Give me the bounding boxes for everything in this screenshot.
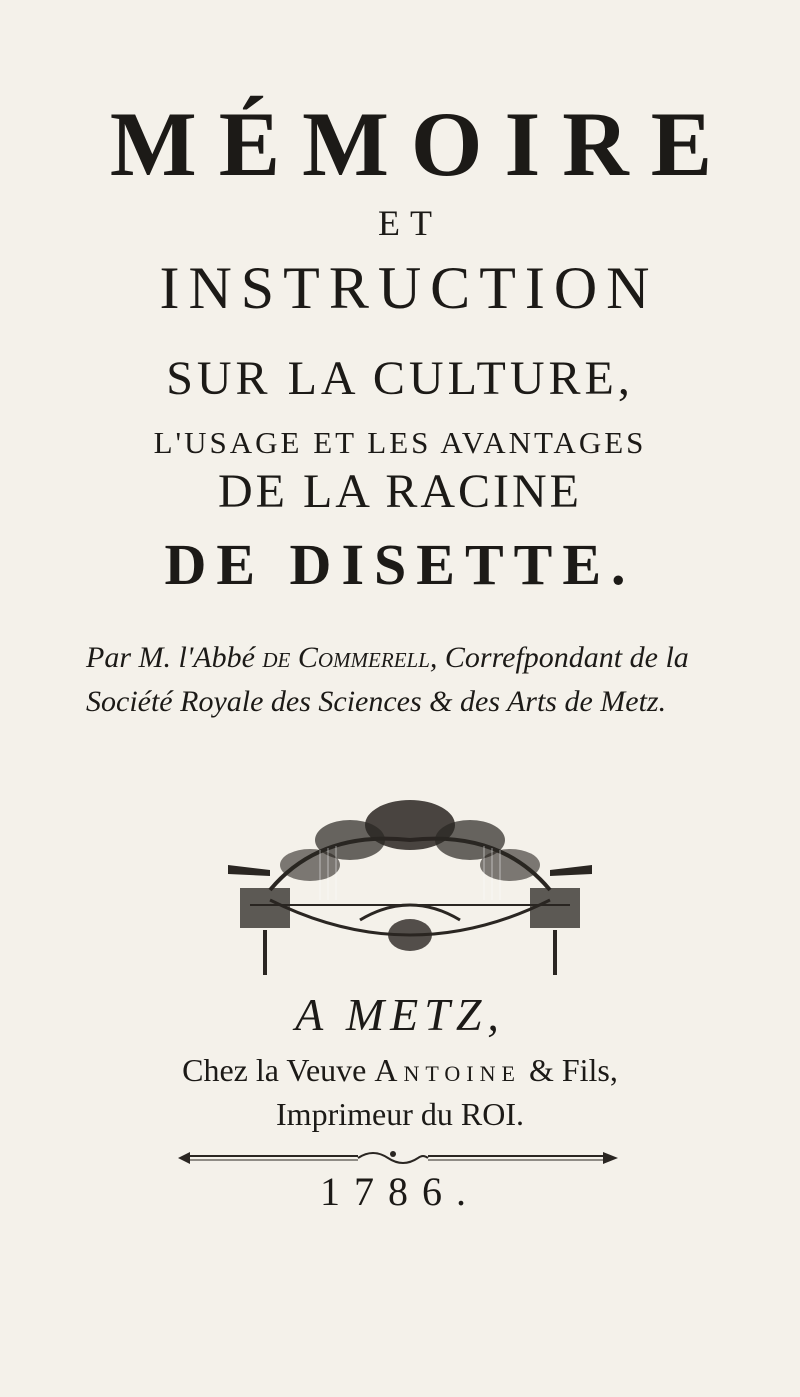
imprint-year: 1786. [320,1169,480,1214]
title-de-disette: DE DISETTE. [164,532,636,597]
author-suffix: , Correfpondant de la Société Royale des Sciences & des Arts de Metz. [86,641,689,718]
printer-prefix: Chez la Veuve [182,1052,375,1088]
author-name: de Commerell [262,641,430,674]
decorative-rule-icon [178,1148,618,1168]
title-usage-avantages: L'USAGE ET LES AVANTAGES [153,425,647,460]
imprint-printer [0,1054,800,1086]
imprint-place: A METZ, [295,989,505,1040]
author-statement [86,636,726,724]
title-sur-la-culture: SUR LA CULTURE, [166,352,634,405]
printer-suffix: & Fils, [520,1052,618,1088]
author-prefix: Par M. l'Abbé [86,641,263,674]
floral-vignette-icon [210,770,610,980]
title-memoire: MÉMOIRE [109,93,735,195]
title-de-la-racine: DE LA RACINE [218,465,582,518]
imprint-title: Imprimeur du ROI. [276,1096,524,1132]
title-et: ET [378,203,442,243]
printer-name: Antoine [374,1052,521,1088]
title-instruction: INSTRUCTION [159,255,659,321]
